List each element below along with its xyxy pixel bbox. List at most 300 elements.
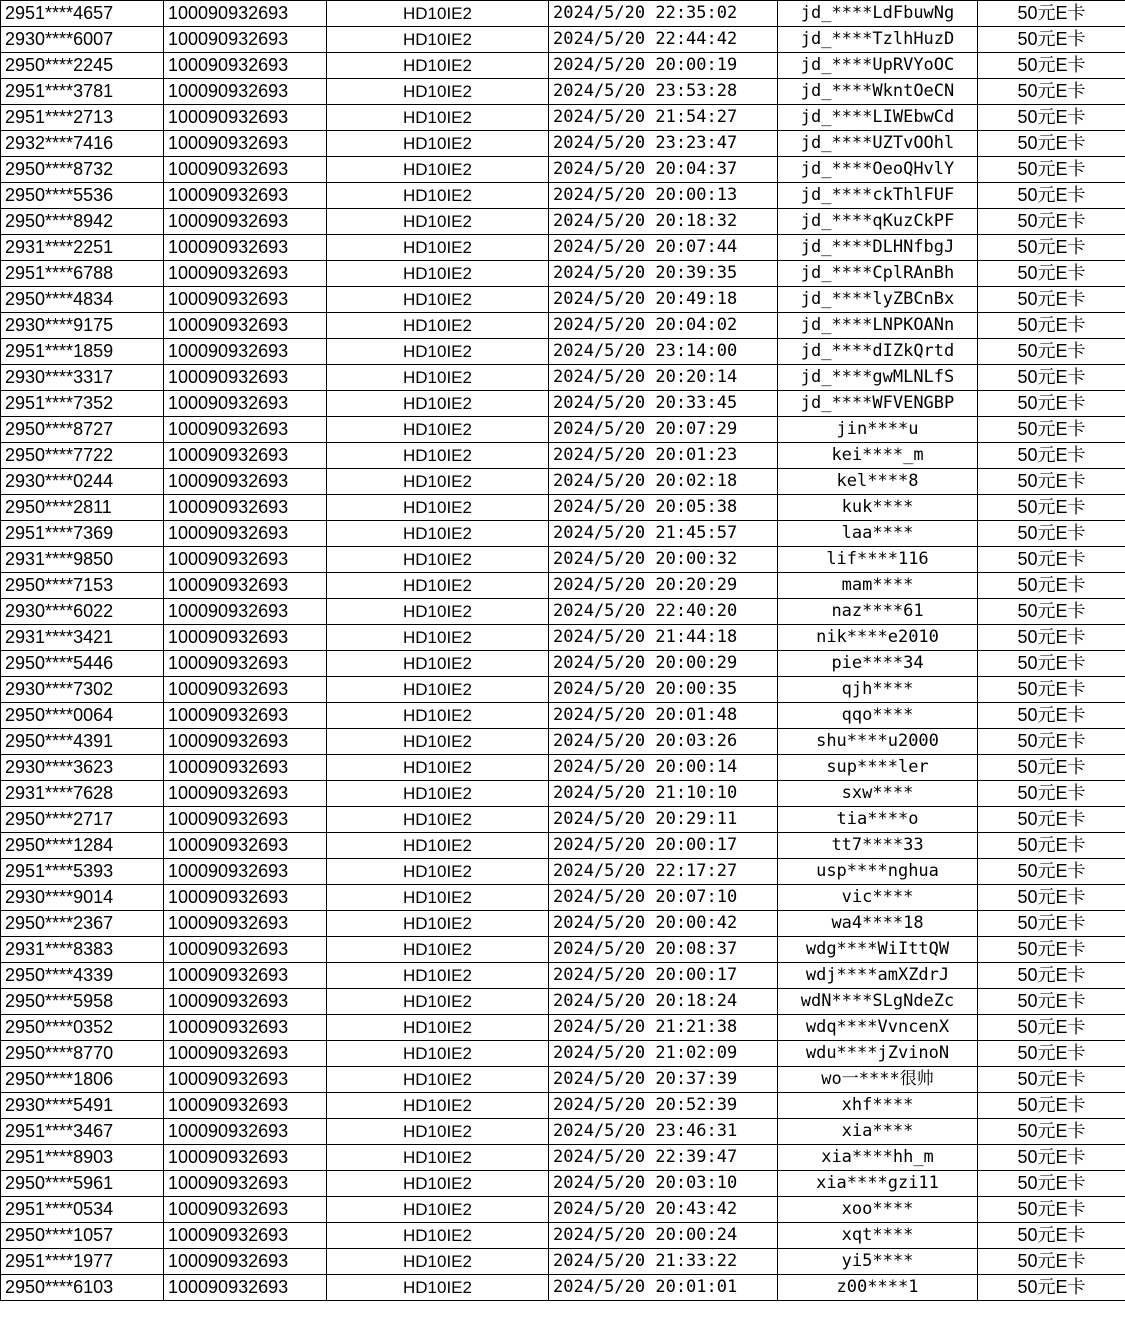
winners-table-body <box>1 1 1125 1301</box>
user-cell: wdj****amXZdrJ <box>778 963 978 989</box>
table-row <box>1 937 1125 963</box>
prize-cell: 50元E卡 <box>978 1223 1125 1249</box>
order-id-cell: 100090932693 <box>164 989 327 1015</box>
time-cell: 2024/5/20 20:00:13 <box>549 183 778 209</box>
table-row <box>1 1 1125 27</box>
table-row <box>1 1171 1125 1197</box>
time-cell: 2024/5/20 21:21:38 <box>549 1015 778 1041</box>
model-cell: HD10IE2 <box>327 885 549 911</box>
phone-cell: 2932****7416 <box>1 131 164 157</box>
table-row <box>1 989 1125 1015</box>
prize-cell: 50元E卡 <box>978 625 1125 651</box>
user-cell: kei****_m <box>778 443 978 469</box>
prize-cell: 50元E卡 <box>978 859 1125 885</box>
prize-cell: 50元E卡 <box>978 807 1125 833</box>
model-cell: HD10IE2 <box>327 79 549 105</box>
user-cell: jin****u <box>778 417 978 443</box>
table-row <box>1 1119 1125 1145</box>
model-cell: HD10IE2 <box>327 1093 549 1119</box>
phone-cell: 2950****5446 <box>1 651 164 677</box>
phone-cell: 2930****3317 <box>1 365 164 391</box>
model-cell: HD10IE2 <box>327 1223 549 1249</box>
time-cell: 2024/5/20 22:40:20 <box>549 599 778 625</box>
user-cell: qqo**** <box>778 703 978 729</box>
user-cell: shu****u2000 <box>778 729 978 755</box>
user-cell: wdu****jZvinoN <box>778 1041 978 1067</box>
order-id-cell: 100090932693 <box>164 1015 327 1041</box>
phone-cell: 2951****0534 <box>1 1197 164 1223</box>
model-cell: HD10IE2 <box>327 1197 549 1223</box>
model-cell: HD10IE2 <box>327 599 549 625</box>
table-row <box>1 79 1125 105</box>
prize-cell: 50元E卡 <box>978 729 1125 755</box>
time-cell: 2024/5/20 22:39:47 <box>549 1145 778 1171</box>
table-row <box>1 859 1125 885</box>
phone-cell: 2931****3421 <box>1 625 164 651</box>
order-id-cell: 100090932693 <box>164 859 327 885</box>
order-id-cell: 100090932693 <box>164 755 327 781</box>
prize-cell: 50元E卡 <box>978 1041 1125 1067</box>
phone-cell: 2931****7628 <box>1 781 164 807</box>
phone-cell: 2951****5393 <box>1 859 164 885</box>
prize-cell: 50元E卡 <box>978 131 1125 157</box>
time-cell: 2024/5/20 21:45:57 <box>549 521 778 547</box>
time-cell: 2024/5/20 20:07:29 <box>549 417 778 443</box>
prize-cell: 50元E卡 <box>978 833 1125 859</box>
table-row <box>1 885 1125 911</box>
table-row <box>1 729 1125 755</box>
user-cell: wa4****18 <box>778 911 978 937</box>
prize-cell: 50元E卡 <box>978 183 1125 209</box>
table-row <box>1 53 1125 79</box>
prize-cell: 50元E卡 <box>978 989 1125 1015</box>
prize-cell: 50元E卡 <box>978 105 1125 131</box>
order-id-cell: 100090932693 <box>164 651 327 677</box>
phone-cell: 2950****8770 <box>1 1041 164 1067</box>
phone-cell: 2950****1057 <box>1 1223 164 1249</box>
model-cell: HD10IE2 <box>327 755 549 781</box>
phone-cell: 2931****9850 <box>1 547 164 573</box>
model-cell: HD10IE2 <box>327 547 549 573</box>
model-cell: HD10IE2 <box>327 1145 549 1171</box>
prize-cell: 50元E卡 <box>978 53 1125 79</box>
time-cell: 2024/5/20 20:29:11 <box>549 807 778 833</box>
order-id-cell: 100090932693 <box>164 131 327 157</box>
user-cell: kuk**** <box>778 495 978 521</box>
model-cell: HD10IE2 <box>327 339 549 365</box>
time-cell: 2024/5/20 20:01:01 <box>549 1275 778 1301</box>
time-cell: 2024/5/20 20:01:48 <box>549 703 778 729</box>
time-cell: 2024/5/20 20:00:42 <box>549 911 778 937</box>
phone-cell: 2950****2717 <box>1 807 164 833</box>
time-cell: 2024/5/20 20:00:32 <box>549 547 778 573</box>
order-id-cell: 100090932693 <box>164 1041 327 1067</box>
order-id-cell: 100090932693 <box>164 53 327 79</box>
model-cell: HD10IE2 <box>327 1015 549 1041</box>
time-cell: 2024/5/20 20:03:10 <box>549 1171 778 1197</box>
phone-cell: 2930****0244 <box>1 469 164 495</box>
phone-cell: 2950****1284 <box>1 833 164 859</box>
time-cell: 2024/5/20 20:20:29 <box>549 573 778 599</box>
phone-cell: 2950****5536 <box>1 183 164 209</box>
user-cell: mam**** <box>778 573 978 599</box>
user-cell: wdq****VvncenX <box>778 1015 978 1041</box>
table-row <box>1 521 1125 547</box>
time-cell: 2024/5/20 20:00:17 <box>549 963 778 989</box>
prize-cell: 50元E卡 <box>978 1067 1125 1093</box>
time-cell: 2024/5/20 23:14:00 <box>549 339 778 365</box>
model-cell: HD10IE2 <box>327 1 549 27</box>
prize-cell: 50元E卡 <box>978 27 1125 53</box>
order-id-cell: 100090932693 <box>164 1067 327 1093</box>
time-cell: 2024/5/20 20:04:37 <box>549 157 778 183</box>
time-cell: 2024/5/20 20:18:32 <box>549 209 778 235</box>
model-cell: HD10IE2 <box>327 677 549 703</box>
model-cell: HD10IE2 <box>327 287 549 313</box>
time-cell: 2024/5/20 20:18:24 <box>549 989 778 1015</box>
phone-cell: 2951****7352 <box>1 391 164 417</box>
prize-cell: 50元E卡 <box>978 781 1125 807</box>
time-cell: 2024/5/20 20:20:14 <box>549 365 778 391</box>
time-cell: 2024/5/20 22:35:02 <box>549 1 778 27</box>
table-row <box>1 365 1125 391</box>
model-cell: HD10IE2 <box>327 495 549 521</box>
phone-cell: 2930****6007 <box>1 27 164 53</box>
table-row <box>1 573 1125 599</box>
table-row <box>1 677 1125 703</box>
user-cell: xia****hh_m <box>778 1145 978 1171</box>
order-id-cell: 100090932693 <box>164 495 327 521</box>
table-row <box>1 911 1125 937</box>
model-cell: HD10IE2 <box>327 105 549 131</box>
prize-cell: 50元E卡 <box>978 365 1125 391</box>
table-row <box>1 1015 1125 1041</box>
table-row <box>1 1223 1125 1249</box>
model-cell: HD10IE2 <box>327 521 549 547</box>
user-cell: wdg****WiIttQW <box>778 937 978 963</box>
prize-cell: 50元E卡 <box>978 703 1125 729</box>
time-cell: 2024/5/20 20:07:10 <box>549 885 778 911</box>
prize-cell: 50元E卡 <box>978 937 1125 963</box>
order-id-cell: 100090932693 <box>164 963 327 989</box>
table-row <box>1 287 1125 313</box>
table-row <box>1 209 1125 235</box>
user-cell: jd_****LNPKOANn <box>778 313 978 339</box>
prize-cell: 50元E卡 <box>978 599 1125 625</box>
phone-cell: 2950****7722 <box>1 443 164 469</box>
time-cell: 2024/5/20 20:37:39 <box>549 1067 778 1093</box>
time-cell: 2024/5/20 21:44:18 <box>549 625 778 651</box>
phone-cell: 2950****2367 <box>1 911 164 937</box>
phone-cell: 2951****1977 <box>1 1249 164 1275</box>
model-cell: HD10IE2 <box>327 443 549 469</box>
time-cell: 2024/5/20 20:01:23 <box>549 443 778 469</box>
model-cell: HD10IE2 <box>327 781 549 807</box>
user-cell: pie****34 <box>778 651 978 677</box>
order-id-cell: 100090932693 <box>164 885 327 911</box>
phone-cell: 2931****2251 <box>1 235 164 261</box>
prize-cell: 50元E卡 <box>978 547 1125 573</box>
phone-cell: 2951****3781 <box>1 79 164 105</box>
user-cell: jd_****DLHNfbgJ <box>778 235 978 261</box>
phone-cell: 2950****4339 <box>1 963 164 989</box>
model-cell: HD10IE2 <box>327 391 549 417</box>
table-row <box>1 105 1125 131</box>
model-cell: HD10IE2 <box>327 157 549 183</box>
model-cell: HD10IE2 <box>327 183 549 209</box>
phone-cell: 2950****1806 <box>1 1067 164 1093</box>
table-row <box>1 313 1125 339</box>
order-id-cell: 100090932693 <box>164 1171 327 1197</box>
prize-cell: 50元E卡 <box>978 1171 1125 1197</box>
user-cell: jd_****TzlhHuzD <box>778 27 978 53</box>
model-cell: HD10IE2 <box>327 53 549 79</box>
user-cell: tt7****33 <box>778 833 978 859</box>
time-cell: 2024/5/20 22:17:27 <box>549 859 778 885</box>
table-row <box>1 391 1125 417</box>
order-id-cell: 100090932693 <box>164 79 327 105</box>
model-cell: HD10IE2 <box>327 833 549 859</box>
model-cell: HD10IE2 <box>327 469 549 495</box>
model-cell: HD10IE2 <box>327 911 549 937</box>
user-cell: jd_****UZTvOOhl <box>778 131 978 157</box>
order-id-cell: 100090932693 <box>164 1197 327 1223</box>
table-row <box>1 1067 1125 1093</box>
time-cell: 2024/5/20 20:07:44 <box>549 235 778 261</box>
table-row <box>1 235 1125 261</box>
model-cell: HD10IE2 <box>327 235 549 261</box>
order-id-cell: 100090932693 <box>164 1145 327 1171</box>
model-cell: HD10IE2 <box>327 417 549 443</box>
table-row <box>1 495 1125 521</box>
prize-cell: 50元E卡 <box>978 469 1125 495</box>
model-cell: HD10IE2 <box>327 729 549 755</box>
user-cell: wo一****很帅 <box>778 1067 978 1093</box>
order-id-cell: 100090932693 <box>164 157 327 183</box>
prize-cell: 50元E卡 <box>978 885 1125 911</box>
phone-cell: 2950****8942 <box>1 209 164 235</box>
prize-cell: 50元E卡 <box>978 1119 1125 1145</box>
table-row <box>1 1041 1125 1067</box>
order-id-cell: 100090932693 <box>164 781 327 807</box>
table-row <box>1 1145 1125 1171</box>
table-row <box>1 339 1125 365</box>
table-row <box>1 547 1125 573</box>
order-id-cell: 100090932693 <box>164 833 327 859</box>
order-id-cell: 100090932693 <box>164 339 327 365</box>
order-id-cell: 100090932693 <box>164 937 327 963</box>
time-cell: 2024/5/20 23:53:28 <box>549 79 778 105</box>
prize-cell: 50元E卡 <box>978 573 1125 599</box>
user-cell: z00****1 <box>778 1275 978 1301</box>
model-cell: HD10IE2 <box>327 1171 549 1197</box>
user-cell: usp****nghua <box>778 859 978 885</box>
table-row <box>1 651 1125 677</box>
user-cell: jd_****WkntOeCN <box>778 79 978 105</box>
table-row <box>1 1093 1125 1119</box>
prize-cell: 50元E卡 <box>978 1249 1125 1275</box>
table-row <box>1 443 1125 469</box>
user-cell: jd_****OeoQHvlY <box>778 157 978 183</box>
time-cell: 2024/5/20 20:39:35 <box>549 261 778 287</box>
table-row <box>1 625 1125 651</box>
phone-cell: 2951****7369 <box>1 521 164 547</box>
order-id-cell: 100090932693 <box>164 287 327 313</box>
order-id-cell: 100090932693 <box>164 417 327 443</box>
prize-cell: 50元E卡 <box>978 1197 1125 1223</box>
table-row <box>1 703 1125 729</box>
prize-cell: 50元E卡 <box>978 1275 1125 1301</box>
user-cell: sup****ler <box>778 755 978 781</box>
prize-cell: 50元E卡 <box>978 1093 1125 1119</box>
time-cell: 2024/5/20 20:00:24 <box>549 1223 778 1249</box>
phone-cell: 2950****5961 <box>1 1171 164 1197</box>
time-cell: 2024/5/20 20:04:02 <box>549 313 778 339</box>
model-cell: HD10IE2 <box>327 1067 549 1093</box>
order-id-cell: 100090932693 <box>164 911 327 937</box>
model-cell: HD10IE2 <box>327 131 549 157</box>
phone-cell: 2930****9014 <box>1 885 164 911</box>
prize-cell: 50元E卡 <box>978 755 1125 781</box>
model-cell: HD10IE2 <box>327 27 549 53</box>
phone-cell: 2951****6788 <box>1 261 164 287</box>
user-cell: xia****gzi11 <box>778 1171 978 1197</box>
time-cell: 2024/5/20 20:03:26 <box>549 729 778 755</box>
model-cell: HD10IE2 <box>327 1119 549 1145</box>
phone-cell: 2950****2811 <box>1 495 164 521</box>
model-cell: HD10IE2 <box>327 937 549 963</box>
prize-cell: 50元E卡 <box>978 963 1125 989</box>
order-id-cell: 100090932693 <box>164 261 327 287</box>
model-cell: HD10IE2 <box>327 989 549 1015</box>
model-cell: HD10IE2 <box>327 1249 549 1275</box>
model-cell: HD10IE2 <box>327 313 549 339</box>
table-row <box>1 157 1125 183</box>
time-cell: 2024/5/20 23:23:47 <box>549 131 778 157</box>
table-row <box>1 1275 1125 1301</box>
prize-cell: 50元E卡 <box>978 1015 1125 1041</box>
time-cell: 2024/5/20 22:44:42 <box>549 27 778 53</box>
time-cell: 2024/5/20 21:33:22 <box>549 1249 778 1275</box>
user-cell: jd_****UpRVYoOC <box>778 53 978 79</box>
time-cell: 2024/5/20 20:49:18 <box>549 287 778 313</box>
user-cell: jd_****CplRAnBh <box>778 261 978 287</box>
table-row <box>1 755 1125 781</box>
user-cell: wdN****SLgNdeZc <box>778 989 978 1015</box>
phone-cell: 2950****4391 <box>1 729 164 755</box>
prize-cell: 50元E卡 <box>978 1 1125 27</box>
model-cell: HD10IE2 <box>327 573 549 599</box>
model-cell: HD10IE2 <box>327 261 549 287</box>
table-row <box>1 781 1125 807</box>
phone-cell: 2951****4657 <box>1 1 164 27</box>
table-row <box>1 807 1125 833</box>
user-cell: xhf**** <box>778 1093 978 1119</box>
phone-cell: 2950****8732 <box>1 157 164 183</box>
order-id-cell: 100090932693 <box>164 27 327 53</box>
time-cell: 2024/5/20 21:02:09 <box>549 1041 778 1067</box>
prize-cell: 50元E卡 <box>978 495 1125 521</box>
table-row <box>1 183 1125 209</box>
order-id-cell: 100090932693 <box>164 105 327 131</box>
prize-cell: 50元E卡 <box>978 391 1125 417</box>
phone-cell: 2931****8383 <box>1 937 164 963</box>
order-id-cell: 100090932693 <box>164 573 327 599</box>
user-cell: yi5**** <box>778 1249 978 1275</box>
order-id-cell: 100090932693 <box>164 183 327 209</box>
prize-cell: 50元E卡 <box>978 261 1125 287</box>
phone-cell: 2951****3467 <box>1 1119 164 1145</box>
user-cell: vic**** <box>778 885 978 911</box>
phone-cell: 2930****9175 <box>1 313 164 339</box>
table-row <box>1 469 1125 495</box>
table-row <box>1 1249 1125 1275</box>
user-cell: xia**** <box>778 1119 978 1145</box>
order-id-cell: 100090932693 <box>164 1249 327 1275</box>
user-cell: qjh**** <box>778 677 978 703</box>
table-row <box>1 1197 1125 1223</box>
order-id-cell: 100090932693 <box>164 235 327 261</box>
table-row <box>1 27 1125 53</box>
user-cell: jd_****qKuzCkPF <box>778 209 978 235</box>
prize-cell: 50元E卡 <box>978 521 1125 547</box>
user-cell: jd_****lyZBCnBx <box>778 287 978 313</box>
phone-cell: 2950****5958 <box>1 989 164 1015</box>
prize-cell: 50元E卡 <box>978 1145 1125 1171</box>
phone-cell: 2950****2245 <box>1 53 164 79</box>
model-cell: HD10IE2 <box>327 209 549 235</box>
user-cell: jd_****ckThlFUF <box>778 183 978 209</box>
order-id-cell: 100090932693 <box>164 547 327 573</box>
prize-cell: 50元E卡 <box>978 339 1125 365</box>
model-cell: HD10IE2 <box>327 365 549 391</box>
order-id-cell: 100090932693 <box>164 521 327 547</box>
user-cell: jd_****WFVENGBP <box>778 391 978 417</box>
time-cell: 2024/5/20 20:00:35 <box>549 677 778 703</box>
user-cell: jd_****gwMLNLfS <box>778 365 978 391</box>
order-id-cell: 100090932693 <box>164 729 327 755</box>
prize-cell: 50元E卡 <box>978 417 1125 443</box>
order-id-cell: 100090932693 <box>164 807 327 833</box>
table-row <box>1 131 1125 157</box>
table-row <box>1 599 1125 625</box>
order-id-cell: 100090932693 <box>164 469 327 495</box>
prize-cell: 50元E卡 <box>978 79 1125 105</box>
model-cell: HD10IE2 <box>327 1275 549 1301</box>
time-cell: 2024/5/20 20:43:42 <box>549 1197 778 1223</box>
user-cell: naz****61 <box>778 599 978 625</box>
user-cell: jd_****dIZkQrtd <box>778 339 978 365</box>
prize-cell: 50元E卡 <box>978 209 1125 235</box>
order-id-cell: 100090932693 <box>164 1275 327 1301</box>
order-id-cell: 100090932693 <box>164 1223 327 1249</box>
order-id-cell: 100090932693 <box>164 209 327 235</box>
phone-cell: 2930****6022 <box>1 599 164 625</box>
prize-cell: 50元E卡 <box>978 443 1125 469</box>
model-cell: HD10IE2 <box>327 703 549 729</box>
prize-cell: 50元E卡 <box>978 651 1125 677</box>
prize-cell: 50元E卡 <box>978 313 1125 339</box>
time-cell: 2024/5/20 20:00:14 <box>549 755 778 781</box>
phone-cell: 2950****6103 <box>1 1275 164 1301</box>
phone-cell: 2930****5491 <box>1 1093 164 1119</box>
user-cell: xqt**** <box>778 1223 978 1249</box>
prize-cell: 50元E卡 <box>978 157 1125 183</box>
order-id-cell: 100090932693 <box>164 443 327 469</box>
phone-cell: 2951****8903 <box>1 1145 164 1171</box>
phone-cell: 2950****8727 <box>1 417 164 443</box>
table-row <box>1 963 1125 989</box>
